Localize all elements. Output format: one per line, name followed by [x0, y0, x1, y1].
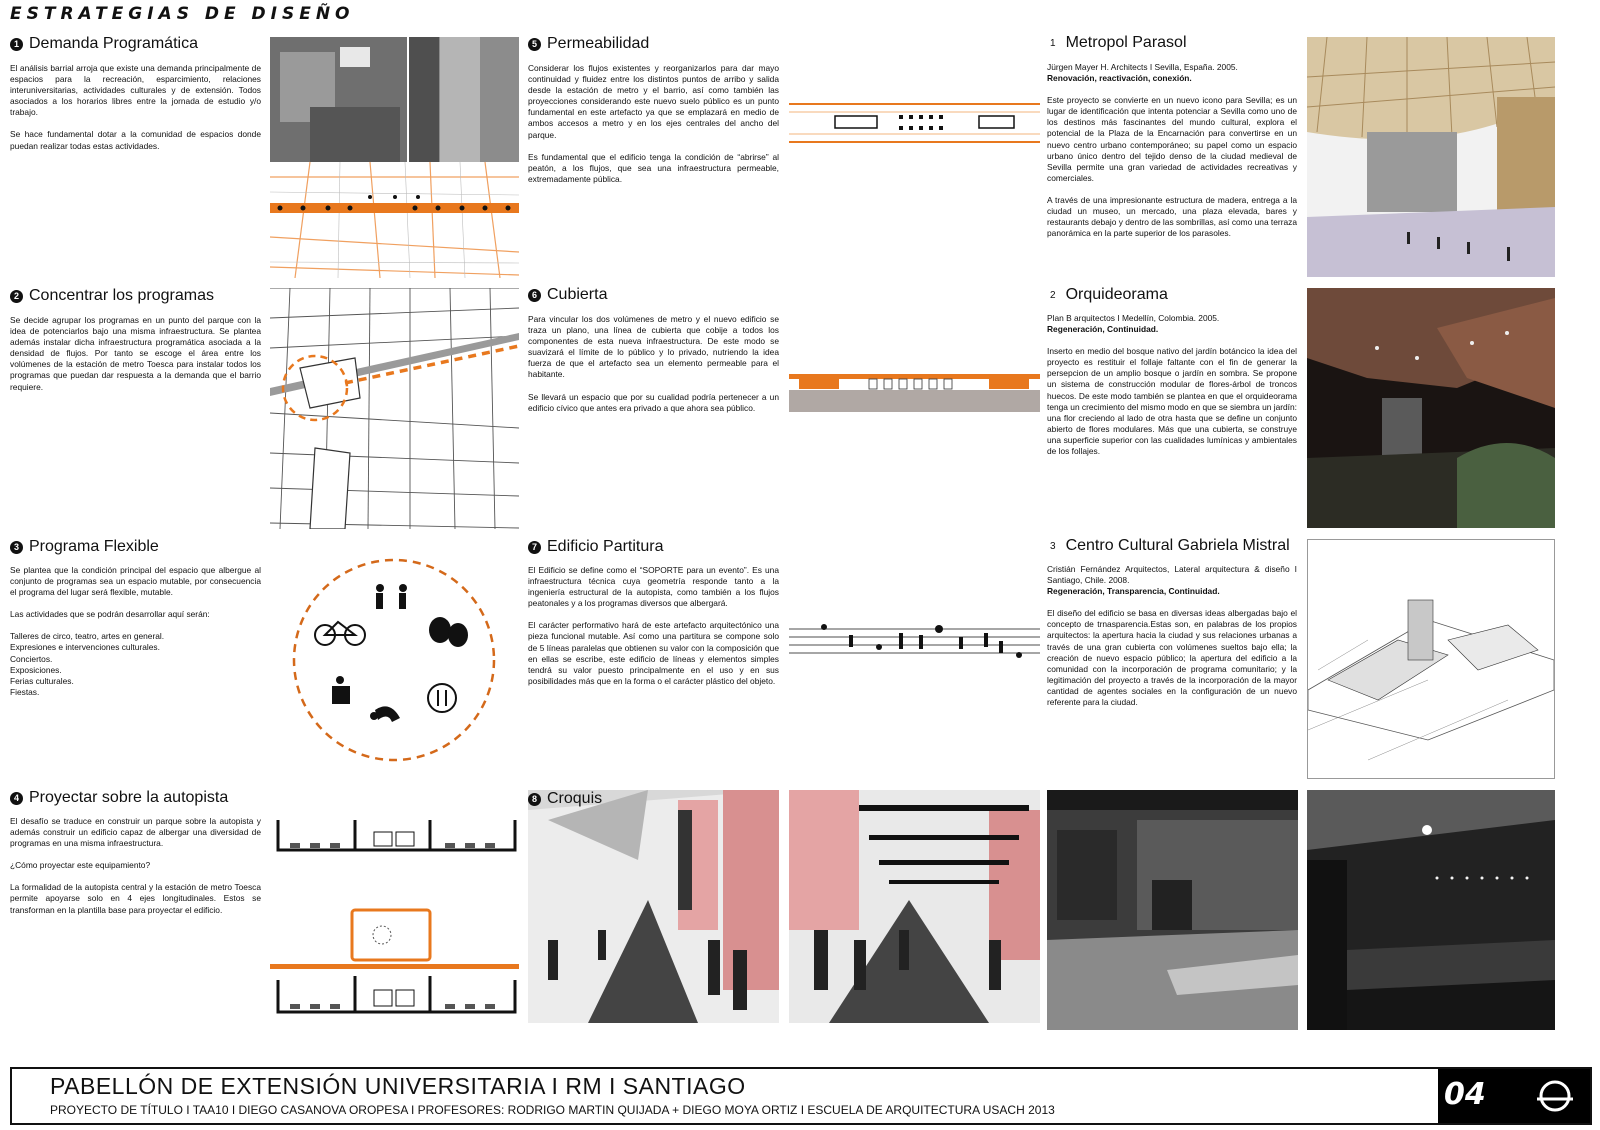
reference-3-text	[1047, 564, 1297, 719]
section-number: 3	[10, 541, 23, 554]
board-title: ESTRATEGIAS DE DISEÑO	[10, 4, 355, 24]
paragraph: El análisis barrial arroja que existe una demanda principalmente de espacios para la recreación, esparcimiento, relaciones interuniversitarias, actividades culturales y de extensión. Todos asociados a los horarios libres entre la jornada de estudio y/o trabajo.	[10, 63, 261, 118]
roof-section-diagram	[789, 372, 1040, 412]
gam-plaza-photo	[1047, 790, 1298, 1030]
metropol-parasol-photo	[1307, 37, 1555, 277]
paragraph: Considerar los flujos existentes y reorganizarlos para dar mayo continuidad y fluidez entre los distintos puntos de arribo y salida desde la estación de metro y el barrio, así como también las proyecciones considerando este nuevo suelo público es un punto fundamental en este artefacto ya que se emplazará en medio de ambos accesos a metro y en los ejes centrales del ancho del parque.	[528, 63, 779, 140]
section-6-text	[528, 314, 779, 425]
section-title: Concentrar los programas	[29, 287, 214, 304]
demand-photos-and-street-map	[270, 37, 519, 278]
orquideorama-photo	[1307, 288, 1555, 528]
project-subtitle: PROYECTO DE TÍTULO I TAA10 I DIEGO CASANOVA OROPESA I PROFESORES: RODRIGO MARTIN QUIJADA + DIEGO MOYA ORTIZ I ESCUELA DE ARQUITECTURA USACH 2013	[50, 1103, 1055, 1117]
reference-title: Metropol Parasol	[1065, 34, 1187, 51]
reference-keywords: Renovación, reactivación, conexión.	[1047, 73, 1192, 84]
section-7-heading	[528, 538, 664, 556]
reference-credit: Cristián Fernández Arquitectos, Lateral arquitectura & diseño I Santiago, Chile. 2008.	[1047, 564, 1297, 586]
permeability-plan-diagram	[789, 98, 1040, 150]
paragraph: El desafío se traduce en construir un parque sobre la autopista y además construir un edificio capaz de albergar una diversidad de programas en una misma infraestructura.	[10, 816, 261, 849]
paragraph: Inserto en medio del bosque nativo del jardín botáncico la idea del proyecto es restituir el follaje faltante con el fin de generar la persepcion de un amplio bosque o jardín en sombra. Se propone un sistema de construcción modular de flores-árbol de troncos huecos. De este modo también se plantea en que el orquideorama tenga un crecimiento del mismo modo en que se siembra un jardín: una flor creciendo al lado de otra hasta que se define un conjunto abierto de flores modulares. Más que una cubierta, se construye una superficie superior con las cualidades lumínicas y ambientales de los follajes.	[1047, 346, 1297, 457]
page-number: 04	[1444, 1077, 1486, 1112]
paragraph: Es fundamental que el edificio tenga la condición de “abrirse” al peatón, a los flujos, que sea una infraestructura permeable, extremadamente pública.	[528, 151, 779, 184]
list-item: Ferias culturales.	[10, 675, 74, 686]
reference-keywords: Regeneración, Continuidad.	[1047, 324, 1159, 335]
section-5-text	[528, 63, 779, 196]
reference-number: 3	[1050, 540, 1056, 552]
project-title: PABELLÓN DE EXTENSIÓN UNIVERSITARIA I RM I SANTIAGO	[50, 1073, 746, 1099]
section-title: Cubierta	[547, 286, 608, 303]
section-number: 8	[528, 793, 541, 806]
section-4-heading	[10, 789, 228, 807]
section-title: Croquis	[547, 790, 603, 807]
paragraph: El diseño del edificio se basa en diversas ideas albergadas bajo el concepto de trnasparencia.Estas son, en palabras de los propios arquitectos: la apertura hacia la ciudad y sus relaciones urbanas a través de una gran cubierta con volúmenes sueltos bajo ella; la creación de nuevo espacio público; la apertura del edificio a la comunidad con la incorporación de programa comunitario; y la legitimación del proyecto a través de la incorporación de la mayor cantidad de agentes sociales en la configuración de un nuevo referente para la ciudad.	[1047, 608, 1297, 708]
reference-title: Centro Cultural Gabriela Mistral	[1065, 537, 1290, 554]
paragraph: ¿Cómo proyectar este equipamiento?	[10, 860, 151, 871]
section-2-heading	[10, 287, 214, 305]
section-3-text	[10, 565, 261, 698]
activity-list	[10, 631, 261, 698]
croquis-sketch-2	[789, 790, 1040, 1023]
section-1-heading	[10, 35, 198, 53]
reference-number: 2	[1050, 289, 1056, 301]
section-4-text	[10, 816, 261, 927]
paragraph: Este proyecto se convierte en un nuevo icono para Sevilla; es un lugar de identificación que intenta potenciar a Sevilla como uno de los destinos más fascinantes del mundo cultural, explora el potencial de la Plaza de la Encarnación para convertirse en un nuevo centro urbano contemporáneo; su papel como un espacio urbano único dentro del tejido denso de la ciudad medieval de Sevilla permite una gran variedad de actividades recreativas y comerciales.	[1047, 95, 1297, 183]
score-staff-diagram	[789, 615, 1040, 665]
section-number: 6	[528, 289, 541, 302]
school-logo-icon	[1533, 1077, 1577, 1115]
restaurant-icon	[428, 684, 456, 712]
circus-acrobats-icon	[332, 676, 350, 704]
reference-title: Orquideorama	[1065, 286, 1168, 303]
section-title: Proyectar sobre la autopista	[29, 789, 229, 806]
reference-number: 1	[1050, 37, 1056, 49]
street-map-diagram	[270, 37, 519, 278]
section-title: Permeabilidad	[547, 35, 650, 52]
reference-3-heading	[1050, 537, 1290, 555]
reference-credit: Jürgen Mayer H. Architects I Sevilla, España. 2005.	[1047, 62, 1238, 72]
reference-1-text	[1047, 62, 1297, 250]
section-title: Demanda Programática	[29, 35, 198, 52]
list-item: Talleres de circo, teatro, artes en general.	[10, 631, 165, 642]
list-item: Fiestas.	[10, 686, 40, 697]
section-8-heading	[528, 790, 602, 808]
section-2-text	[10, 315, 261, 404]
section-title: Edificio Partitura	[547, 538, 664, 555]
paragraph: Las actividades que se podrán desarrollar aquí serán:	[10, 609, 210, 620]
section-number: 5	[528, 38, 541, 51]
list-item: Conciertos.	[10, 653, 53, 664]
section-number: 7	[528, 541, 541, 554]
gam-axonometric-model	[1307, 539, 1555, 779]
section-5-heading	[528, 35, 649, 53]
reference-2-heading	[1050, 286, 1168, 304]
paragraph: Se plantea que la condición principal del espacio que albergue al conjunto de programas sea un espacio mutable, por consecuencia el programa del lugar será flexible, mutable.	[10, 565, 261, 598]
paragraph: Se decide agrupar los programas en un punto del parque con la idea de potenciarlos bajo una misma infraestructura. Se plantea además instalar dicha infraestructura programática asociada a la densidad de flujos. Por tanto se escoge el área entre los volúmenes de la estación de metro Toesca para instalar todos los programas que puedan dar respuesta a la demanda que el barrio requiere.	[10, 315, 261, 392]
title-block	[10, 1067, 1592, 1125]
reference-credit: Plan B arquitectos I Medellín, Colombia. 2005.	[1047, 313, 1220, 323]
section-1-text	[10, 63, 261, 163]
highway-section-diagram	[270, 790, 519, 1031]
site-plan-diagram	[270, 288, 519, 529]
paragraph: La formalidad de la autopista central y la estación de metro Toesca permite apoyarse solo en 4 ejes longitudinales. Estos se transforman en la plantilla base para proyectar el edificio.	[10, 882, 261, 915]
list-item: Expresiones e intervenciones culturales.	[10, 642, 160, 653]
paragraph: El Edificio se define como el “SOPORTE para un evento”. Es una infraestructura técnica cuya geometría responde tanto a la ingeniería estructural de la autopista, como también a los flujos peatonales y a los programas diversos que albergará.	[528, 565, 779, 609]
bicycle-icon	[315, 622, 365, 645]
section-7-text	[528, 565, 779, 698]
reference-2-text	[1047, 313, 1297, 468]
section-6-heading	[528, 286, 607, 304]
section-number: 2	[10, 290, 23, 303]
paragraph: Se llevará un espacio que por su cualidad podría pertenecer a un edificio cívico que antes era privado a que ahora sea público.	[528, 391, 779, 413]
gam-concert-hall-photo	[1307, 790, 1555, 1030]
reference-1-heading	[1050, 34, 1187, 52]
reference-keywords: Regeneración, Transparencia, Continuidad.	[1047, 586, 1220, 597]
dancer-icon	[370, 706, 400, 722]
paragraph: Para vincular los dos volúmenes de metro y el nuevo edificio se traza un plano, una línea de cubierta que cobije a todos los componentes de esta nueva infraestructura. De este modo se suavizará el límite de lo público y lo privado, nutriendo la idea fuerza de que el artefacto sea un elemento permeable para el habitante.	[528, 314, 779, 380]
flexible-program-diagram	[270, 540, 519, 781]
theater-masks-icon	[429, 617, 468, 647]
musicians-icon	[376, 584, 407, 609]
paragraph: A través de una impresionante estructura de madera, entrega a la ciudad un museo, un mercado, una plaza elevada, bares y restaurants debajo y dentro de las sombrillas, así como una terraza panorámica en la parte superior de los parasoles.	[1047, 194, 1297, 239]
section-3-heading	[10, 538, 159, 556]
page-number-box	[1438, 1069, 1590, 1123]
section-title: Programa Flexible	[29, 538, 159, 555]
paragraph: Se hace fundamental dotar a la comunidad de espacios donde puedan realizar todas estas actividades.	[10, 129, 261, 151]
paragraph: El carácter performativo hará de este artefacto arquitectónico una pieza funcional mutable. Así como una partitura se compone solo de 5 líneas paralelas que obtienen su valor con la composición que en ellas se escribe, este edificio de líneas y elementos simples tendrá su valor puesto principalmente en el uso y en sus posibilidades más que en la forma o el carácter plástico del objeto.	[528, 620, 779, 686]
section-number: 4	[10, 792, 23, 805]
list-item: Exposiciones.	[10, 664, 62, 675]
section-number: 1	[10, 38, 23, 51]
croquis-sketch-1	[528, 790, 779, 1023]
